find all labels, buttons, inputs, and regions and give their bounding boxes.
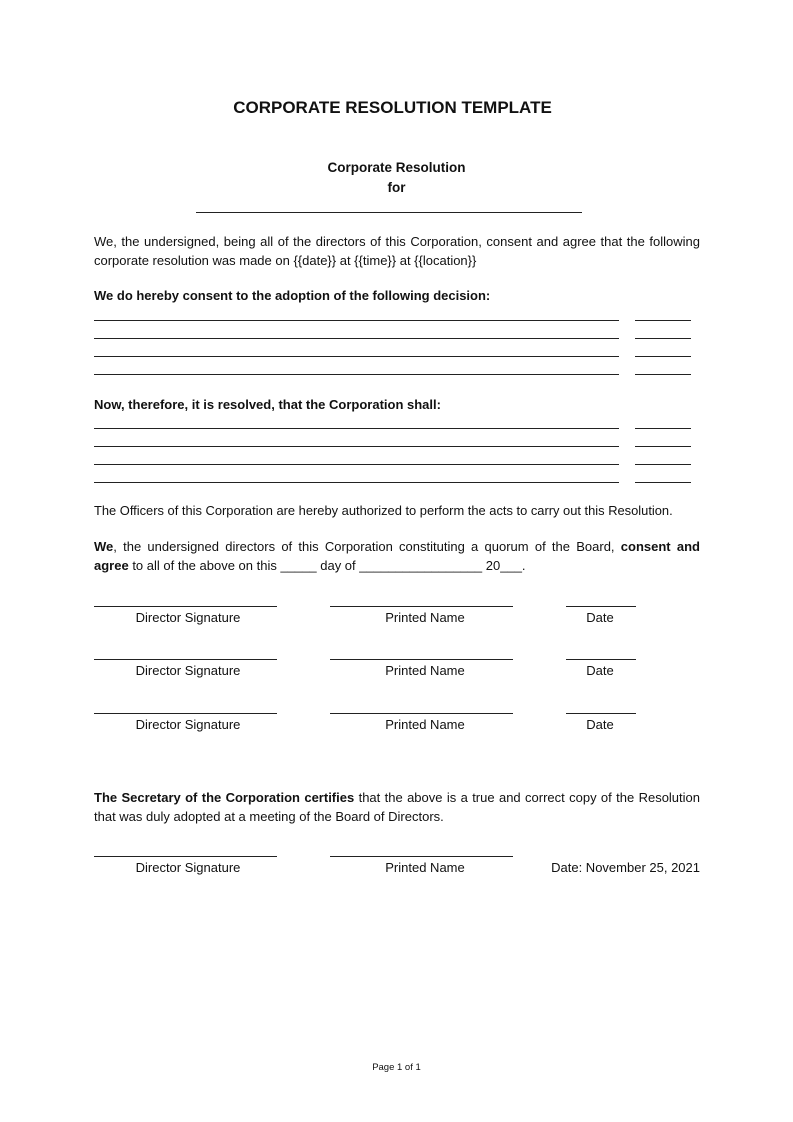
printed-name-label: Printed Name	[385, 717, 465, 732]
decision-short-line	[635, 320, 691, 321]
printed-name-line	[330, 713, 513, 714]
subtitle-for: for	[387, 180, 406, 195]
printed-name-label: Printed Name	[385, 610, 465, 625]
director-signature-label: Director Signature	[135, 663, 241, 678]
date-line	[566, 659, 636, 660]
secretary-signature-label: Director Signature	[135, 860, 241, 875]
secretary-printed-name-label: Printed Name	[385, 860, 465, 875]
date-label: Date	[586, 663, 614, 678]
quorum-middle: , the undersigned directors of this Corporation constituting a quorum of the Board,	[113, 539, 621, 554]
quorum-consent-and: consent and	[620, 539, 700, 554]
officers-paragraph: The Officers of this Corporation are hereby authorized to perform the acts to carry out this Resolution.	[94, 503, 673, 518]
director-signature-label: Director Signature	[135, 610, 241, 625]
director-signature-line	[94, 713, 277, 714]
decision-line	[94, 320, 619, 321]
decision-line	[94, 338, 619, 339]
subtitle-corporate-resolution: Corporate Resolution	[327, 160, 466, 175]
resolution-line	[94, 464, 619, 465]
section2-heading: Now, therefore, it is resolved, that the Corporation shall:	[94, 397, 441, 412]
date-label: Date	[586, 610, 614, 625]
quorum-agree: agree	[94, 557, 129, 573]
printed-name-label: Printed Name	[385, 663, 465, 678]
secretary-bold: The Secretary of the Corporation certifies	[94, 790, 355, 805]
quorum-we: We	[94, 539, 114, 554]
intro-paragraph: We, the undersigned, being all of the directors of this Corporation, consent and agree that the following corporate resolution was made on {{date}} at {{time}} at {{location}}	[94, 234, 700, 268]
director-signature-line	[94, 606, 277, 607]
resolution-line	[94, 482, 619, 483]
resolution-short-line	[635, 464, 691, 465]
decision-line	[94, 374, 619, 375]
printed-name-line	[330, 606, 513, 607]
section1-heading: We do hereby consent to the adoption of the following decision:	[94, 288, 491, 303]
director-signature-line	[94, 659, 277, 660]
quorum-rest: to all of the above on this _____ day of _________________ 20___.	[128, 557, 526, 573]
director-signature-label: Director Signature	[135, 717, 241, 732]
decision-line	[94, 356, 619, 357]
secretary-paragraph	[94, 789, 700, 826]
document-title: CORPORATE RESOLUTION TEMPLATE	[233, 98, 552, 117]
resolution-short-line	[635, 428, 691, 429]
resolution-short-line	[635, 446, 691, 447]
decision-short-line	[635, 374, 691, 375]
quorum-paragraph	[94, 538, 700, 575]
for-blank-line	[196, 212, 582, 213]
secretary-rest: that the above is a true and correct copy of the Resolution that was duly adopted at a meeting of the Board of Directors.	[94, 790, 700, 824]
secretary-printed-name-line	[330, 856, 513, 857]
date-label: Date	[586, 717, 614, 732]
final-date: Date: November 25, 2021	[551, 860, 700, 875]
printed-name-line	[330, 659, 513, 660]
decision-short-line	[635, 356, 691, 357]
resolution-line	[94, 446, 619, 447]
decision-short-line	[635, 338, 691, 339]
resolution-line	[94, 428, 619, 429]
secretary-signature-line	[94, 856, 277, 857]
resolution-short-line	[635, 482, 691, 483]
page-footer: Page 1 of 1	[372, 1062, 421, 1073]
date-line	[566, 713, 636, 714]
date-line	[566, 606, 636, 607]
